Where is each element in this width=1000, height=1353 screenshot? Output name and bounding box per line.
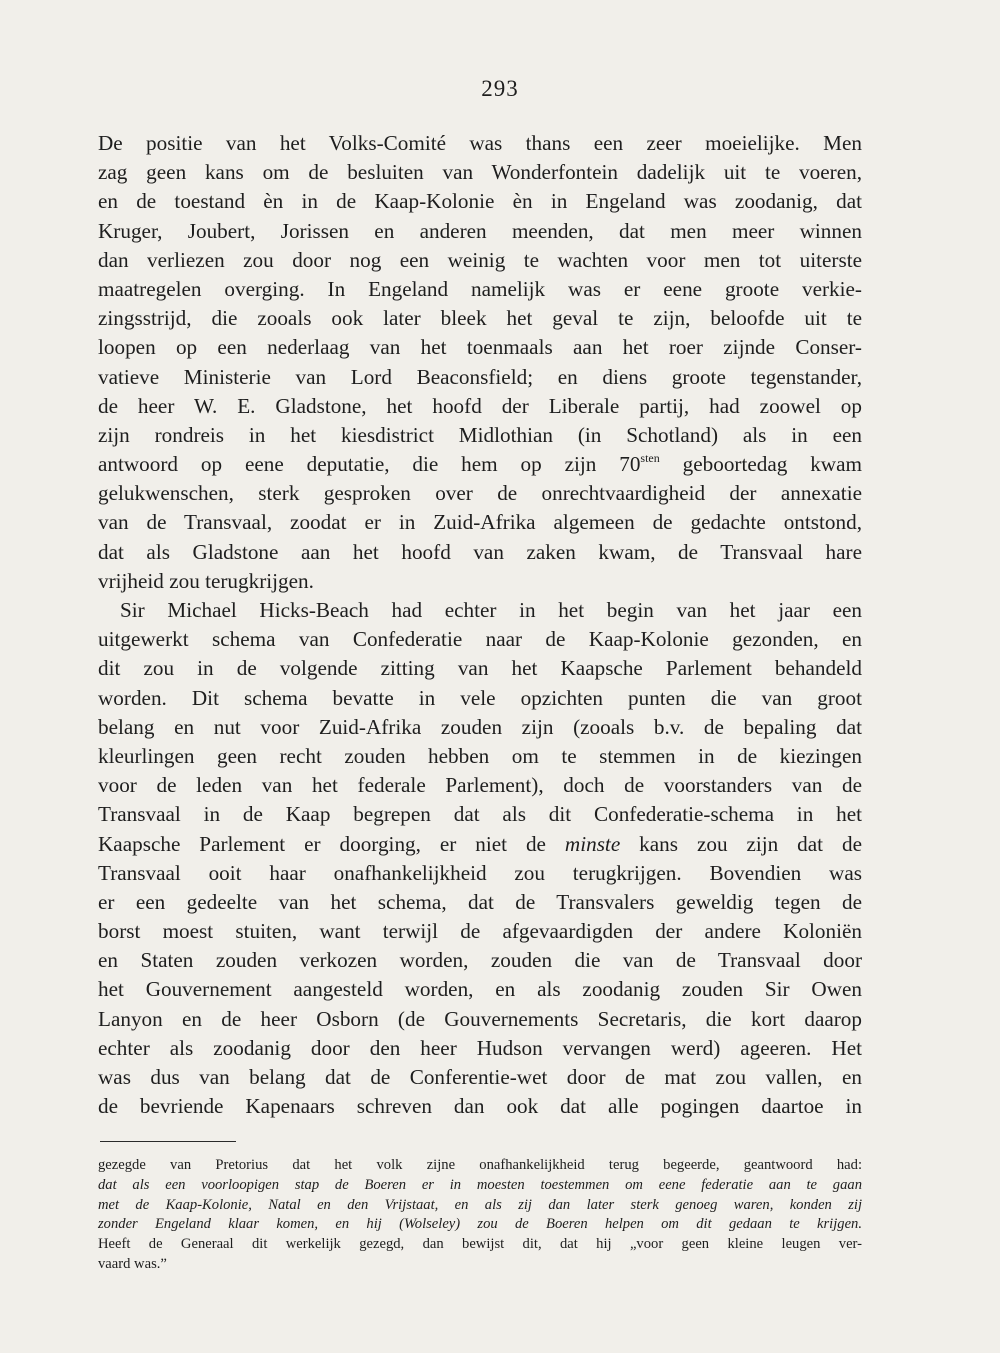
body-line: Lanyon en de heer Osborn (de Gouvernements Secretaris, die kort daarop [98,1006,862,1031]
body-line: dit zou in de volgende zitting van het Kaapsche Parlement behandeld [98,656,862,681]
page-number: 293 [481,76,519,101]
footnote-line: vaard was.” [98,1255,167,1272]
body-line: vrijheid zou terugkrijgen. [98,568,314,593]
body-line: worden. Dit schema bevatte in vele opzichten punten die van groot [98,685,862,710]
body-line: de bevriende Kapenaars schreven dan ook dat alle pogingen daartoe in [98,1094,862,1119]
body-line: voor de leden van het federale Parlement), doch de voorstanders van de [98,773,862,798]
body-line: loopen op een nederlaag van het toenmaals aan het roer zijnde Conser- [98,335,862,360]
body-line: Transvaal ooit haar onafhankelijkheid zou terugkrijgen. Bovendien was [98,860,862,885]
body-line: het Gouvernement aangesteld worden, en als zoodanig zouden Sir Owen [98,977,862,1002]
superscript: sten [640,451,660,466]
body-line: antwoord op eene deputatie, die hem op zijn $70^{sten}$ geboortedag kwam [98,451,862,477]
body-line: er een gedeelte van het schema, dat de Transvalers geweldig tegen de [98,889,862,914]
body-line: de heer W. E. Gladstone, het hoofd der Liberale partij, had zoowel op [98,393,862,418]
footnote-line: dat als een voorloopigen stap de Boeren er in moesten toestemmen om eene federatie aan te gaan [98,1176,862,1193]
body-line: dat als Gladstone aan het hoofd van zaken kwam, de Transvaal hare [98,539,862,564]
body-line: dan verliezen zou door nog een weinig te wachten voor men tot uiterste [98,247,862,272]
body-line: borst moest stuiten, want terwijl de afgevaardigden der andere Koloniën [98,919,862,944]
body-line: van de Transvaal, zoodat er in Zuid-Afrika algemeen de gedachte ontstond, [98,510,862,535]
body-line: De positie van het Volks-Comité was thans een zeer moeielijke. Men [98,131,862,155]
body-line: belang en nut voor Zuid-Afrika zouden zijn (zooals b.v. de bepaling dat [98,714,862,739]
body-line: Kruger, Joubert, Jorissen en anderen meenden, dat men meer winnen [98,218,862,243]
body-line: zag geen kans om de besluiten van Wonderfontein dadelijk uit te voeren, [98,160,862,185]
body-line: en de toestand èn in de Kaap-Kolonie èn in Engeland was zoodanig, dat [98,189,862,214]
footnote-line: gezegde van Pretorius dat het volk zijne onafhankelijkheid terug begeerde, geantwoord had: [98,1157,862,1173]
emphasis: minste [564,831,621,856]
footnote-line: Heeft de Generaal dit werkelijk gezegd, dan bewijst dit, dat hij „voor geen kleine leugen ver- [98,1236,862,1253]
body-line: gelukwenschen, sterk gesproken over de onrechtvaardigheid der annexatie [98,481,862,506]
footnote-line: met de Kaap-Kolonie, Natal en den Vrijstaat, en als zij dan later sterk genoeg waren, konden zij [98,1196,862,1213]
footnote-line: zonder Engeland klaar komen, en hij (Wolseley) zou de Boeren helpen om dit gedaan te krijgen. [98,1216,862,1233]
body-line: Sir Michael Hicks-Beach had echter in het begin van het jaar een [120,598,862,622]
body-line: maatregelen overging. In Engeland namelijk was er eene groote verkie- [98,276,862,301]
footnote-divider [100,1141,236,1142]
body-text [98,129,862,1121]
body-line: was dus van belang dat de Conferentie-wet door de mat zou vallen, en [98,1065,862,1089]
body-line: kleurlingen geen recht zouden hebben om te stemmen in de kiezingen [98,743,862,768]
body-line: Kaapsche Parlement er doorging, er niet de minste kans zou zijn dat de [98,831,862,856]
body-line: zingsstrijd, die zooals ook later bleek het geval te zijn, beloofde uit te [98,306,862,331]
body-line: echter als zoodanig door den heer Hudson vervangen werd) ageeren. Het [98,1035,862,1060]
body-line: vatieve Ministerie van Lord Beaconsfield; en diens groote tegenstander, [98,364,862,389]
footnote [98,1156,862,1275]
body-line: Transvaal in de Kaap begrepen dat als dit Confederatie-schema in het [98,802,862,827]
body-line: zijn rondreis in het kiesdistrict Midlothian (in Schotland) als in een [98,422,862,447]
body-line: uitgewerkt schema van Confederatie naar de Kaap-Kolonie gezonden, en [98,627,862,652]
body-line: en Staten zouden verkozen worden, zouden die van de Transvaal door [98,948,862,973]
